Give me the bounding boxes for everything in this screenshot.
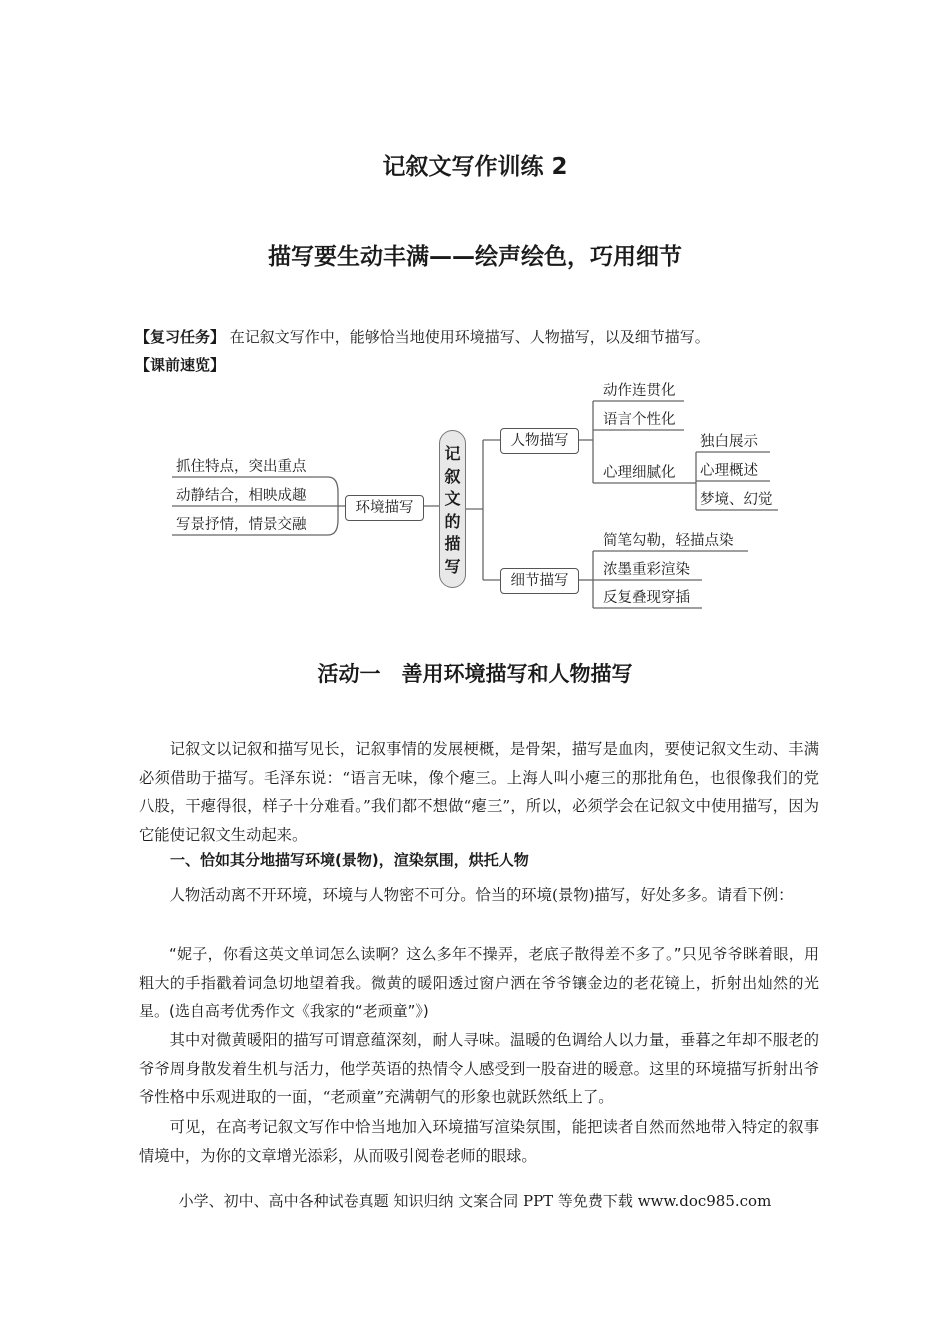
example-quote: “妮子，你看这英文单词怎么读啊？这么多年不操弄，老底子散得差不多了。”只见爷爷眯着眼，用粗大的手指戳着词急切地望着我。微黄的暖阳透过窗户洒在爷爷镶金边的老花镜上，折射出灿然的光星。(选自高考优秀作文《我家的“老顽童”》) xyxy=(139,945,819,1021)
detail-description-node: 细节描写 xyxy=(500,568,579,594)
environment-item: 动静结合，相映成趣 xyxy=(176,488,307,504)
detail-item: 反复叠现穿插 xyxy=(603,590,690,606)
body-paragraph: 人物活动离不开环境，环境与人物密不可分。恰当的环境(景物)描写，好处多多。请看下例： xyxy=(169,886,794,904)
detail-item: 浓墨重彩渲染 xyxy=(603,562,690,578)
body-paragraph: 其中对微黄暖阳的描写可谓意蕴深刻，耐人寻味。温暖的色调给人以力量，垂暮之年却不服老的爷爷周身散发着生机与活力，他学英语的热情令人感受到一股奋进的暖意。这里的环境描写折射出爷爷性格中乐观进取的一面，“老顽童”充满朝气的形象也就跃然纸上了。 xyxy=(139,1031,819,1107)
document-title: 记叙文写作训练 2 xyxy=(382,154,568,180)
mind-map-center-node: 记叙文的描写 xyxy=(439,430,466,588)
mind-map-connectors xyxy=(0,0,950,620)
document-subtitle: 描写要生动丰满——绘声绘色，巧用细节 xyxy=(268,244,682,270)
environment-description-node: 环境描写 xyxy=(345,495,424,521)
detail-item: 简笔勾勒，轻描点染 xyxy=(603,533,734,549)
page-footer: 小学、初中、高中各种试卷真题 知识归纳 文案合同 PPT 等免费下载 www.doc985.com xyxy=(178,1192,772,1210)
preview-tag: 【课前速览】 xyxy=(135,356,226,374)
psychology-item: 独白展示 xyxy=(700,434,758,450)
psychology-item: 梦境、幻觉 xyxy=(700,492,773,508)
environment-item: 写景抒情，情景交融 xyxy=(176,517,307,533)
character-item: 语言个性化 xyxy=(603,412,676,428)
character-item: 心理细腻化 xyxy=(603,465,676,481)
character-item: 动作连贯化 xyxy=(603,383,676,399)
body-paragraph: 记叙文以记叙和描写见长，记叙事情的发展梗概，是骨架，描写是血肉，要使记叙文生动、丰满必须借助于描写。毛泽东说：“语言无味，像个瘪三。上海人叫小瘪三的那批角色，也很像我们的党八股，干瘪得很，样子十分难看。”我们都不想做“瘪三”，所以，必须学会在记叙文中使用描写，因为它能使记叙文生动起来。 xyxy=(139,740,819,844)
environment-item: 抓住特点，突出重点 xyxy=(176,459,307,475)
section-heading: 一、恰如其分地描写环境(景物)，渲染氛围，烘托人物 xyxy=(170,851,529,869)
body-paragraph: 可见，在高考记叙文写作中恰当地加入环境描写渲染氛围，能把读者自然而然地带入特定的叙事情境中，为你的文章增光添彩，从而吸引阅卷老师的眼球。 xyxy=(139,1118,819,1165)
review-task-text: 在记叙文写作中，能够恰当地使用环境描写、人物描写，以及细节描写。 xyxy=(229,328,710,346)
character-description-node: 人物描写 xyxy=(500,428,579,454)
activity-heading: 活动一 善用环境描写和人物描写 xyxy=(317,662,633,686)
review-task-tag: 【复习任务】 xyxy=(135,328,226,346)
psychology-item: 心理概述 xyxy=(700,463,758,479)
